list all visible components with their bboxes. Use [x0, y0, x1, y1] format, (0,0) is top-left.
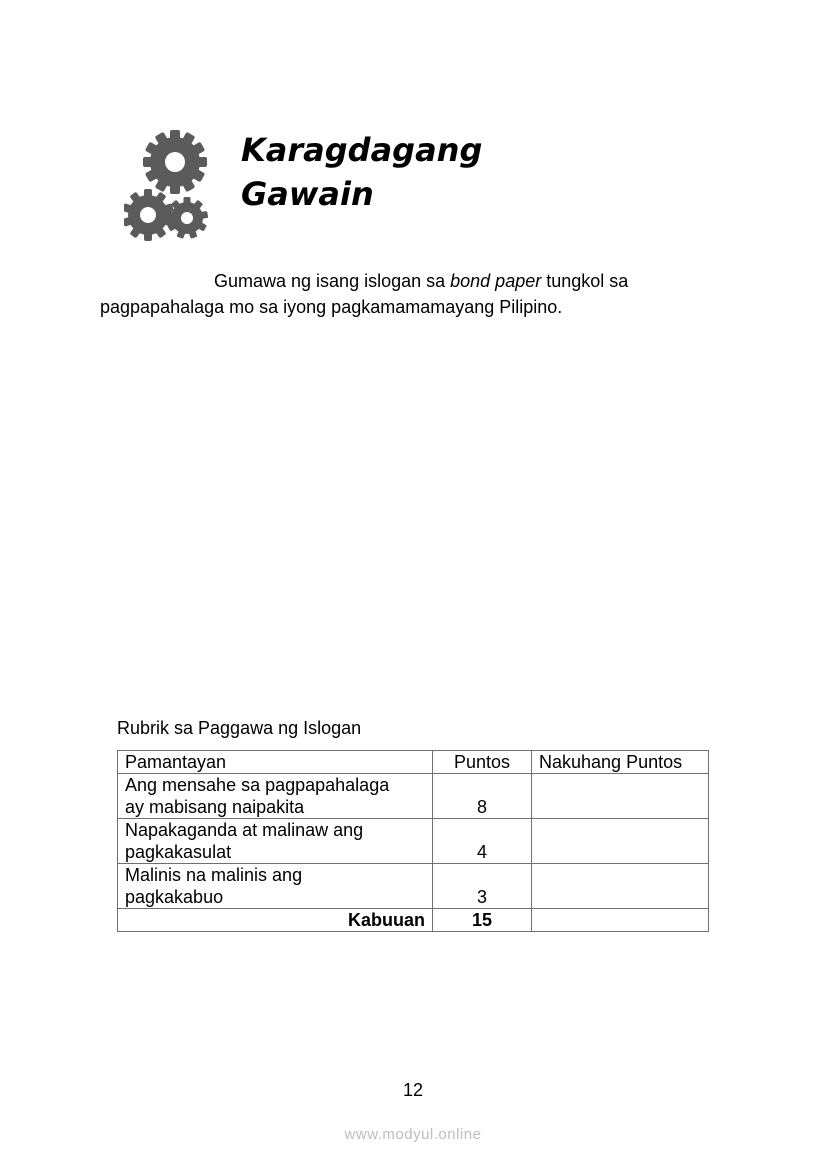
instruction-text: [100, 268, 740, 320]
instruction-emphasis: bond paper: [450, 271, 542, 291]
criteria-line-2: pagkakabuo: [125, 887, 224, 907]
gears-icon: [124, 126, 208, 250]
criteria-line-2: ay mabisang naipakita: [125, 797, 305, 817]
header-points: Puntos: [433, 751, 532, 774]
total-value: 15: [433, 909, 532, 932]
table-row: [118, 819, 709, 864]
earned-cell: [532, 864, 709, 909]
rubric-title: Rubrik sa Paggawa ng Islogan: [117, 718, 362, 738]
instruction-line-2: pagpapahalaga mo sa iyong pagkamamamayang Pilipino.: [100, 297, 563, 317]
points-cell: 8: [433, 774, 532, 819]
criteria-cell: [118, 819, 433, 864]
criteria-cell: [118, 864, 433, 909]
points-cell: 3: [433, 864, 532, 909]
total-label: Kabuuan: [118, 909, 433, 932]
page-title: [241, 128, 482, 216]
title-line-2: Gawain: [241, 175, 374, 213]
page-number: 12: [402, 1080, 424, 1100]
rubric-table: [117, 750, 709, 932]
table-header-row: [118, 751, 709, 774]
criteria-line-2: pagkakasulat: [125, 842, 232, 862]
table-row: [118, 864, 709, 909]
instruction-line-1: [100, 268, 740, 294]
criteria-line-1: Malinis na malinis ang: [125, 865, 303, 885]
instruction-after: tungkol sa: [541, 271, 629, 291]
total-row: [118, 909, 709, 932]
watermark: www.modyul.online: [344, 1126, 482, 1143]
criteria-line-1: Napakaganda at malinaw ang: [125, 820, 364, 840]
earned-cell: [532, 819, 709, 864]
table-row: [118, 774, 709, 819]
header-earned: Nakuhang Puntos: [532, 751, 709, 774]
total-earned-cell: [532, 909, 709, 932]
title-line-1: Karagdagang: [241, 131, 483, 169]
points-cell: 4: [433, 819, 532, 864]
header-criteria: Pamantayan: [118, 751, 433, 774]
earned-cell: [532, 774, 709, 819]
criteria-cell: [118, 774, 433, 819]
instruction-before: Gumawa ng isang islogan sa: [214, 271, 451, 291]
criteria-line-1: Ang mensahe sa pagpapahalaga: [125, 775, 390, 795]
